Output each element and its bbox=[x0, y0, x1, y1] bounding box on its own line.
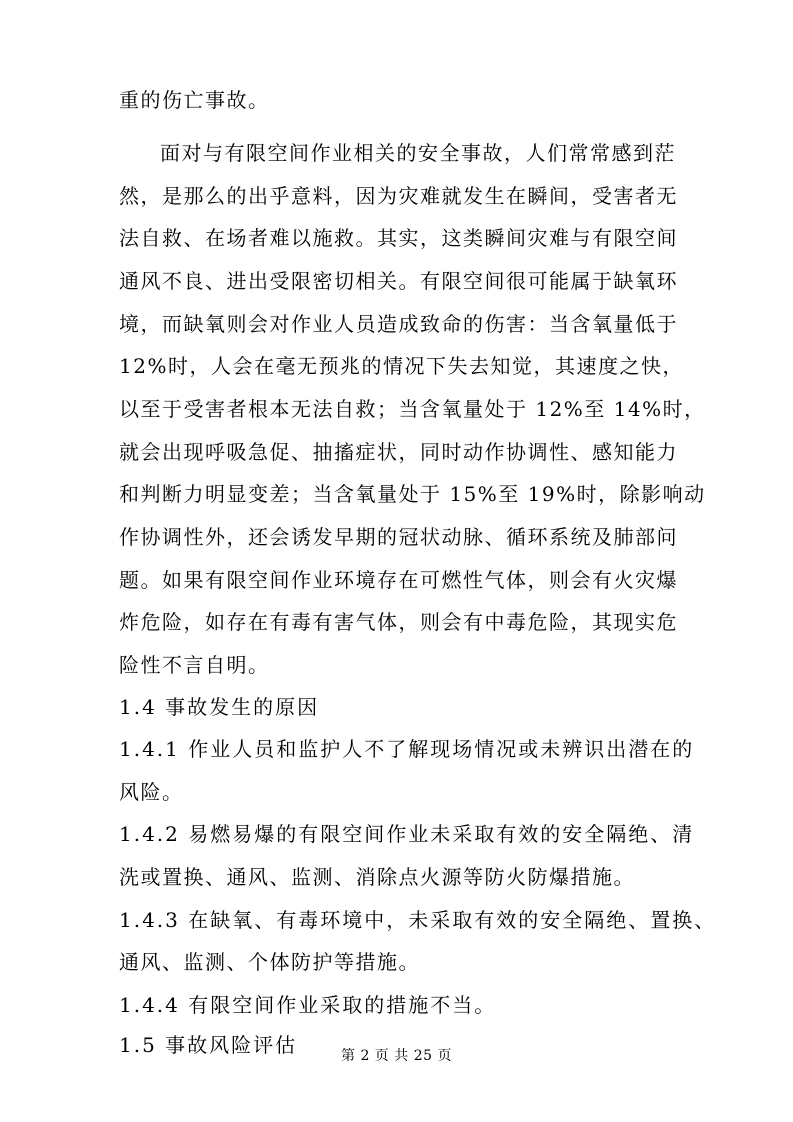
paragraph-line: 作协调性外，还会诱发早期的冠状动脉、循环系统及肺部问 bbox=[119, 525, 678, 549]
paragraph-line: 题。如果有限空间作业环境存在可燃性气体，则会有火灾爆 bbox=[119, 568, 678, 592]
paragraph-line: 就会出现呼吸急促、抽搐症状，同时动作协调性、感知能力 bbox=[119, 440, 678, 464]
paragraph-line: 通风、监测、个体防护等措施。 bbox=[119, 950, 420, 974]
subsection-heading-1-4-3: 1.4.3 在缺氧、有毒环境中，未采取有效的安全隔绝、置换、 bbox=[119, 908, 717, 932]
paragraph-line: 重的伤亡事故。 bbox=[119, 88, 270, 112]
paragraph-line: 炸危险，如存在有毒有害气体，则会有中毒危险，其现实危 bbox=[119, 610, 678, 634]
paragraph-line: 法自救、在场者难以施救。其实，这类瞬间灾难与有限空间 bbox=[119, 226, 678, 250]
paragraph-line: 然，是那么的出乎意料，因为灾难就发生在瞬间，受害者无 bbox=[119, 184, 678, 208]
page-number-footer: 第 2 页 共 25 页 bbox=[341, 1048, 452, 1064]
paragraph-line: 通风不良、进出受限密切相关。有限空间很可能属于缺氧环 bbox=[119, 269, 678, 293]
paragraph-line: 境，而缺氧则会对作业人员造成致命的伤害：当含氧量低于 bbox=[119, 312, 678, 336]
paragraph-line: 洗或置换、通风、监测、消除点火源等防火防爆措施。 bbox=[119, 865, 635, 889]
paragraph-line: 以至于受害者根本无法自救；当含氧量处于 12%至 14%时， bbox=[119, 397, 706, 421]
section-heading-1-5: 1.5 事故风险评估 bbox=[119, 1033, 298, 1057]
subsection-heading-1-4-1: 1.4.1 作业人员和监护人不了解现场情况或未辨识出潜在的 bbox=[119, 737, 695, 761]
paragraph-line: 面对与有限空间作业相关的安全事故，人们常常感到茫 bbox=[160, 141, 676, 165]
paragraph-line: 和判断力明显变差；当含氧量处于 15%至 19%时，除影响动 bbox=[119, 482, 706, 506]
paragraph-line: 12%时，人会在毫无预兆的情况下失去知觉，其速度之快， bbox=[119, 354, 684, 378]
paragraph-line: 险性不言自明。 bbox=[119, 653, 270, 677]
subsection-heading-1-4-4: 1.4.4 有限空间作业采取的措施不当。 bbox=[119, 993, 497, 1017]
subsection-heading-1-4-2: 1.4.2 易燃易爆的有限空间作业未采取有效的安全隔绝、清 bbox=[119, 822, 695, 846]
section-heading-1-4: 1.4 事故发生的原因 bbox=[119, 695, 320, 719]
paragraph-line: 风险。 bbox=[119, 780, 184, 804]
